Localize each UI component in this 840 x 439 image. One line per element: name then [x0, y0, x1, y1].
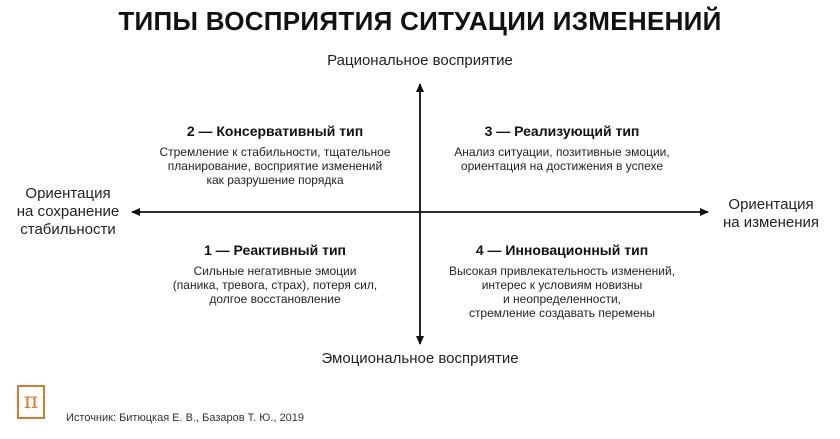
description-line: (паника, тревога, страх), потеря сил, [172, 278, 378, 292]
quadrant-innovative [432, 242, 692, 320]
description-line: Сильные негативные эмоции [193, 264, 357, 278]
axis-label-change [706, 196, 836, 232]
quadrant-description [432, 145, 692, 173]
quadrant-description [145, 145, 405, 187]
description-line: ориентация на достижения в успехе [460, 159, 664, 173]
quadrant-description [432, 264, 692, 320]
description-line: стремление создавать перемены [468, 306, 656, 320]
quadrant-reactive [145, 242, 405, 306]
pi-logo-icon [17, 385, 45, 419]
description-line: и неопределенности, [502, 292, 621, 306]
quadrant-title: 3 — Реализующий тип [484, 123, 640, 139]
axis-label-rational: Рациональное восприятие [327, 52, 513, 69]
quadrant-title: 4 — Инновационный тип [475, 242, 649, 258]
description-line: Стремление к стабильности, тщательное [159, 145, 391, 159]
quadrant-title: 1 — Реактивный тип [203, 242, 347, 258]
pi-glyph: π [23, 389, 39, 414]
source-caption: Источник: Битюцкая Е. В., Базаров Т. Ю., 2019 [66, 412, 305, 424]
quadrant-title: 2 — Консервативный тип [186, 123, 364, 139]
page-title: ТИПЫ ВОСПРИЯТИЯ СИТУАЦИИ ИЗМЕНЕНИЙ [118, 6, 722, 36]
axis-left-line: стабильности [20, 221, 116, 238]
axis-right-line: Ориентация [728, 196, 814, 213]
quadrant-realizing [432, 123, 692, 173]
axis-label-emotional: Эмоциональное восприятие [321, 350, 519, 367]
description-line: планирование, восприятие изменений [167, 159, 383, 173]
axis-label-stability [8, 185, 128, 239]
description-line: Высокая привлекательность изменений, [448, 264, 676, 278]
axis-right-line: на изменения [722, 214, 820, 231]
axis-left-line: на сохранение [16, 203, 120, 220]
description-line: как разрушение порядка [206, 173, 344, 187]
description-line: Анализ ситуации, позитивные эмоции, [454, 145, 670, 159]
quadrant-description [145, 264, 405, 306]
quadrant-conservative [145, 123, 405, 187]
description-line: интерес к условиям новизны [481, 278, 643, 292]
description-line: долгое восстановление [209, 292, 341, 306]
axis-left-line: Ориентация [25, 185, 111, 202]
